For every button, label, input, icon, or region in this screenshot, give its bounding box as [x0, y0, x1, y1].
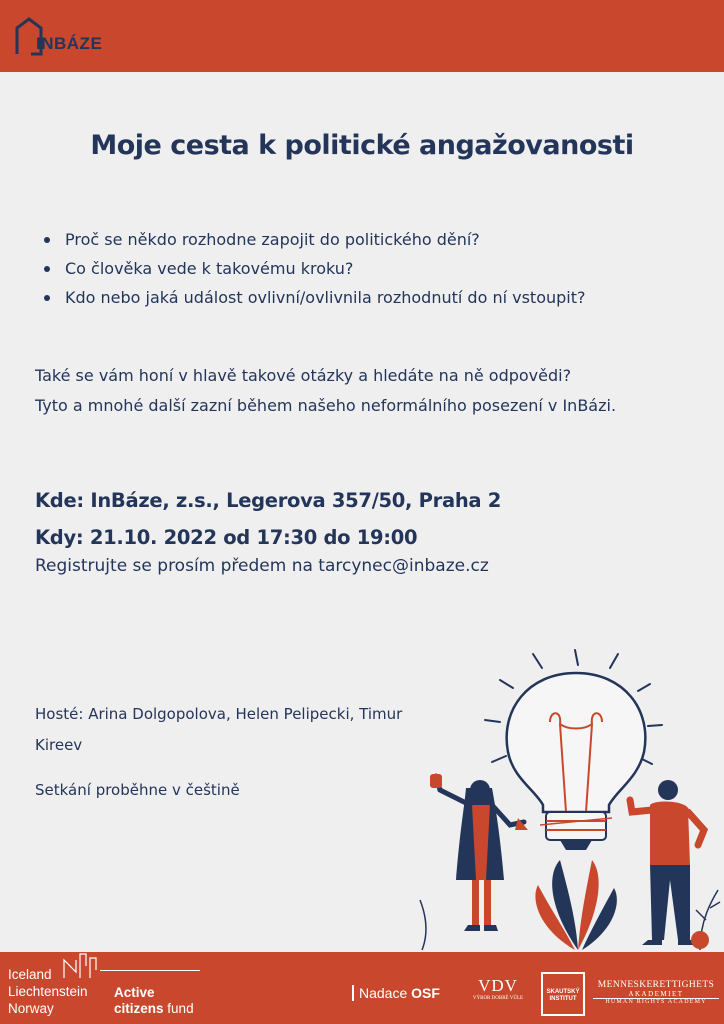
registration-info: Registrujte se prosím předem na tarcynec@inbaze.cz — [35, 556, 489, 576]
hra-line: MENNESKERETTIGHETS — [597, 980, 715, 990]
hra-line: AKADEMIET — [593, 990, 719, 999]
country-label: Liechtenstein — [8, 984, 88, 999]
inbaze-logo[interactable] — [14, 16, 102, 56]
lightbulb-illustration — [400, 640, 724, 955]
osf-bold: OSF — [411, 985, 440, 1001]
intro-line: Také se vám honí v hlavě takové otázky a hledáte na ně odpovědi? — [35, 366, 572, 385]
eea-grants-icon — [62, 950, 102, 980]
vdv-mark: VDV — [478, 976, 518, 995]
country-label: Norway — [8, 1001, 54, 1016]
intro-text — [35, 361, 616, 421]
event-time: Kdy: 21.10. 2022 od 17:30 do 19:00 — [35, 526, 418, 549]
vdv-subtitle: VÝBOR DOBRÉ VŮLE — [472, 996, 524, 1001]
country-label: Iceland — [8, 967, 52, 982]
lightbulb-icon — [507, 673, 646, 850]
page-title: Moje cesta k politické angažovanosti — [90, 130, 634, 161]
bush-icon — [691, 931, 709, 949]
event-language: Setkání proběhne v češtině — [35, 781, 240, 799]
active-citizens-fund-logo[interactable] — [114, 985, 194, 1017]
plant-icon — [535, 860, 616, 950]
hra-line: HUMAN RIGHTS ACADEMY — [605, 999, 707, 1005]
vdv-logo[interactable] — [468, 976, 528, 1002]
event-location: Kde: InBáze, z.s., Legerova 357/50, Praha 2 — [35, 489, 502, 512]
osf-logo[interactable] — [352, 985, 440, 1001]
divider — [100, 970, 200, 971]
fund-name-part: citizens — [114, 1001, 164, 1016]
fund-name-part: fund — [167, 1001, 194, 1016]
question-item: Proč se někdo rozhodne zapojit do politického dění? — [44, 225, 586, 254]
intro-line: Tyto a mnohé další zazní během našeho neformálního posezení v InBázi. — [35, 396, 617, 415]
header-bar — [0, 0, 724, 72]
person-woman-icon — [430, 774, 528, 931]
osf-prefix: Nadace — [359, 985, 412, 1001]
person-man-icon — [630, 780, 704, 945]
human-rights-academy-logo[interactable] — [593, 980, 719, 1005]
guests-list: Hosté: Arina Dolgopolova, Helen Pelipecki, Timur Kireev — [35, 705, 403, 754]
question-item: Kdo nebo jaká událost ovlivní/ovlivnila rozhodnutí do ní vstoupit? — [44, 283, 586, 312]
question-list — [44, 225, 586, 312]
fund-name-part: Active — [114, 985, 155, 1000]
logo-text: INBÁZE — [36, 34, 103, 53]
question-item: Co člověka vede k takovému kroku? — [44, 254, 586, 283]
skaut-label: INSTITUT — [549, 996, 577, 1002]
skautsky-institut-logo[interactable] — [541, 972, 585, 1016]
skaut-label: SKAUTSKÝ — [546, 989, 580, 995]
